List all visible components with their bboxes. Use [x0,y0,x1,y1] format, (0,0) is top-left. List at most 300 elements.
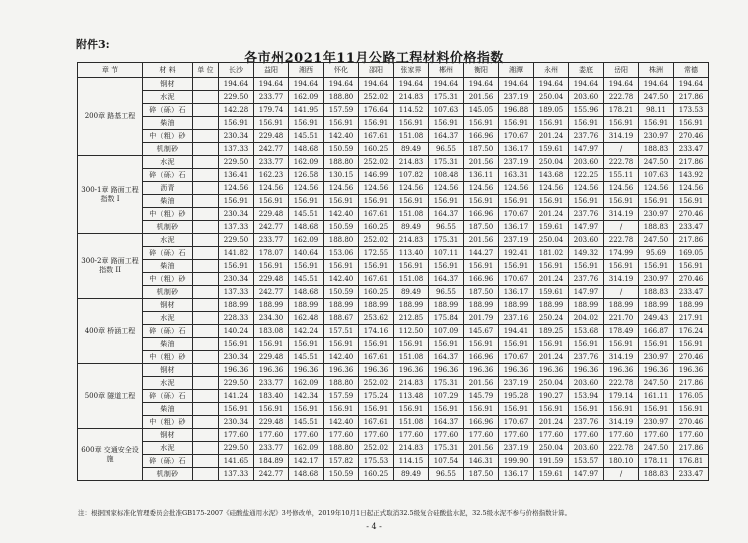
value-cell: 159.61 [534,143,569,156]
value-cell: 188.83 [639,468,674,481]
value-cell: 145.51 [289,130,324,143]
value-cell: 108.48 [429,169,464,182]
value-cell: 196.36 [359,364,394,377]
value-cell: 222.78 [604,377,639,390]
value-cell: 162.09 [289,377,324,390]
value-cell: 173.53 [674,104,709,117]
value-cell: 221.70 [604,312,639,325]
value-cell: 114.52 [394,104,429,117]
value-cell: 183.08 [254,325,289,338]
value-cell: 314.19 [604,208,639,221]
value-cell: 157.51 [324,325,359,338]
value-cell: 178.11 [639,455,674,468]
unit-cell [193,78,219,91]
material-cell: 中（粗）砂 [143,273,193,286]
table-header-row [78,63,709,78]
value-cell: 156.91 [674,403,709,416]
value-cell: 151.08 [394,416,429,429]
value-cell: 137.33 [219,143,254,156]
value-cell: 156.91 [429,403,464,416]
value-cell: 145.51 [289,351,324,364]
unit-cell [193,234,219,247]
value-cell: 147.97 [569,143,604,156]
value-cell: 156.91 [464,403,499,416]
value-cell: 156.91 [324,338,359,351]
value-cell: 180.10 [604,455,639,468]
value-cell: 147.97 [569,221,604,234]
chapter-cell: 400章 桥涵工程 [78,299,143,364]
value-cell: 95.69 [639,247,674,260]
unit-cell [193,312,219,325]
value-cell: 156.91 [359,403,394,416]
value-cell: 156.91 [464,338,499,351]
value-cell: 156.91 [429,195,464,208]
value-cell: 156.91 [604,403,639,416]
value-cell: 229.50 [219,156,254,169]
value-cell: 153.68 [569,325,604,338]
value-cell: 124.56 [464,182,499,195]
value-cell: 201.56 [464,156,499,169]
value-cell: 201.24 [534,351,569,364]
value-cell: 314.19 [604,416,639,429]
value-cell: 96.55 [429,221,464,234]
value-cell: 181.02 [534,247,569,260]
footnote: 注：根据国家标准化管理委员会批准GB175-2007《硅酸盐通用水泥》3号修改单，2019年10月1日起正式取消32.5级复合硅酸盐水泥，32.5级水泥不参与价格指数计算。 [78,509,572,517]
value-cell: 162.23 [254,169,289,182]
value-cell: 126.58 [289,169,324,182]
value-cell: 167.61 [359,416,394,429]
value-cell: 156.91 [359,117,394,130]
value-cell: 233.47 [674,221,709,234]
value-cell: 157.59 [324,104,359,117]
value-cell: 196.36 [534,364,569,377]
table-row [78,195,709,208]
value-cell: 146.31 [464,455,499,468]
value-cell: 89.49 [394,143,429,156]
value-cell: 196.36 [254,364,289,377]
header-city: 湘西 [289,63,324,78]
value-cell: 177.60 [674,429,709,442]
header-city: 娄底 [569,63,604,78]
value-cell: 194.64 [359,78,394,91]
value-cell: 233.77 [254,442,289,455]
table-row [78,91,709,104]
value-cell: 196.36 [674,364,709,377]
unit-cell [193,403,219,416]
header-chapter: 章 节 [78,63,143,78]
value-cell: 137.33 [219,468,254,481]
value-cell: 188.67 [324,312,359,325]
value-cell: 142.40 [324,130,359,143]
value-cell: 160.25 [359,468,394,481]
table-row [78,286,709,299]
value-cell: 194.64 [604,78,639,91]
chapter-cell: 300-2章 路面工程指数 II [78,234,143,299]
page-number: - 4 - [366,522,382,531]
value-cell: 155.96 [569,104,604,117]
value-cell: 89.49 [394,221,429,234]
value-cell: 249.43 [639,312,674,325]
value-cell: 145.67 [464,325,499,338]
unit-cell [193,91,219,104]
value-cell: 141.95 [289,104,324,117]
value-cell: 177.60 [254,429,289,442]
value-cell: 237.19 [499,91,534,104]
value-cell: 155.11 [604,169,639,182]
value-cell: 156.91 [324,260,359,273]
value-cell: 167.61 [359,130,394,143]
value-cell: 194.64 [219,78,254,91]
value-cell: 242.77 [254,286,289,299]
header-material: 材 料 [143,63,193,78]
material-cell: 碎（砾）石 [143,455,193,468]
header-city: 长沙 [219,63,254,78]
value-cell: 162.09 [289,234,324,247]
value-cell: 196.36 [289,364,324,377]
value-cell: 156.91 [534,338,569,351]
value-cell: 164.37 [429,208,464,221]
value-cell: 166.96 [464,416,499,429]
header-city: 张家界 [394,63,429,78]
value-cell: 237.76 [569,273,604,286]
unit-cell [193,182,219,195]
value-cell: 151.08 [394,208,429,221]
value-cell: 201.56 [464,442,499,455]
value-cell: 233.47 [674,143,709,156]
value-cell: 140.64 [289,247,324,260]
value-cell: 160.25 [359,143,394,156]
unit-cell [193,260,219,273]
value-cell: 229.48 [254,130,289,143]
value-cell: 203.60 [569,234,604,247]
table-row [78,260,709,273]
value-cell: 237.19 [499,377,534,390]
table-row [78,455,709,468]
value-cell: 230.34 [219,130,254,143]
value-cell: 230.34 [219,208,254,221]
value-cell: 217.86 [674,442,709,455]
value-cell: 188.99 [534,299,569,312]
table-row [78,299,709,312]
value-cell: 229.50 [219,91,254,104]
value-cell: 188.99 [499,299,534,312]
value-cell: 124.56 [219,182,254,195]
unit-cell [193,364,219,377]
value-cell: 156.91 [429,260,464,273]
value-cell: 191.59 [534,455,569,468]
value-cell: 156.91 [394,260,429,273]
table-row [78,234,709,247]
value-cell: 112.50 [394,325,429,338]
value-cell: 176.05 [674,390,709,403]
value-cell: 214.83 [394,91,429,104]
value-cell: 156.91 [394,338,429,351]
table-row [78,221,709,234]
value-cell: 98.11 [639,104,674,117]
table-row [78,208,709,221]
unit-cell [193,273,219,286]
value-cell: 124.56 [359,182,394,195]
value-cell: 136.17 [499,286,534,299]
value-cell: 142.40 [324,416,359,429]
value-cell: 156.91 [254,338,289,351]
value-cell: 175.53 [359,455,394,468]
value-cell: / [604,143,639,156]
material-cell: 机制砂 [143,286,193,299]
value-cell: 150.59 [324,143,359,156]
material-cell: 水泥 [143,442,193,455]
value-cell: 170.67 [499,208,534,221]
value-cell: 188.99 [254,299,289,312]
value-cell: 107.09 [429,325,464,338]
value-cell: 156.91 [639,117,674,130]
table-row [78,390,709,403]
value-cell: 156.91 [534,260,569,273]
value-cell: 148.68 [289,468,324,481]
value-cell: 156.91 [604,260,639,273]
value-cell: 153.94 [569,390,604,403]
value-cell: 201.56 [464,91,499,104]
value-cell: 187.50 [464,143,499,156]
value-cell: 178.49 [604,325,639,338]
unit-cell [193,468,219,481]
attachment-label: 附件3: [76,38,110,51]
value-cell: 237.76 [569,351,604,364]
header-city: 岳阳 [604,63,639,78]
value-cell: 199.90 [499,455,534,468]
unit-cell [193,377,219,390]
value-cell: 156.91 [604,338,639,351]
header-city: 郴州 [429,63,464,78]
value-cell: 156.91 [639,338,674,351]
value-cell: 230.97 [639,273,674,286]
material-cell: 水泥 [143,91,193,104]
value-cell: 162.48 [289,312,324,325]
value-cell: 250.04 [534,377,569,390]
value-cell: 124.56 [429,182,464,195]
value-cell: 156.91 [639,403,674,416]
value-cell: 229.48 [254,351,289,364]
value-cell: 229.50 [219,442,254,455]
value-cell: 204.02 [569,312,604,325]
value-cell: 156.91 [499,338,534,351]
value-cell: 156.91 [219,195,254,208]
value-cell: 136.17 [499,221,534,234]
value-cell: 196.36 [324,364,359,377]
unit-cell [193,455,219,468]
header-city: 益阳 [254,63,289,78]
value-cell: 124.56 [569,182,604,195]
value-cell: 114.15 [394,455,429,468]
price-index-table [77,62,709,481]
value-cell: 247.50 [639,377,674,390]
value-cell: 237.76 [569,416,604,429]
value-cell: 130.15 [324,169,359,182]
header-city: 永州 [534,63,569,78]
value-cell: 164.37 [429,416,464,429]
value-cell: 229.48 [254,208,289,221]
value-cell: 175.31 [429,442,464,455]
value-cell: 136.41 [219,169,254,182]
value-cell: 188.99 [464,299,499,312]
value-cell: 178.07 [254,247,289,260]
table-row [78,377,709,390]
value-cell: 250.04 [534,91,569,104]
value-cell: 145.51 [289,208,324,221]
material-cell: 中（粗）砂 [143,130,193,143]
material-cell: 碎（砾）石 [143,325,193,338]
unit-cell [193,221,219,234]
value-cell: 175.31 [429,91,464,104]
value-cell: 156.91 [324,195,359,208]
value-cell: 188.83 [639,286,674,299]
value-cell: 156.91 [674,338,709,351]
value-cell: 159.61 [534,468,569,481]
value-cell: 156.91 [499,260,534,273]
table-row [78,416,709,429]
value-cell: 170.67 [499,130,534,143]
value-cell: 156.91 [254,117,289,130]
value-cell: 156.91 [499,403,534,416]
value-cell: 151.08 [394,130,429,143]
value-cell: 234.30 [254,312,289,325]
material-cell: 柴油 [143,117,193,130]
header-city: 邵阳 [359,63,394,78]
material-cell: 中（粗）砂 [143,208,193,221]
value-cell: 176.24 [674,325,709,338]
value-cell: 196.36 [429,364,464,377]
value-cell: 188.99 [359,299,394,312]
value-cell: 145.51 [289,416,324,429]
value-cell: 214.83 [394,156,429,169]
material-cell: 中（粗）砂 [143,351,193,364]
value-cell: 122.25 [569,169,604,182]
value-cell: 170.67 [499,351,534,364]
value-cell: 188.80 [324,377,359,390]
value-cell: 217.86 [674,91,709,104]
table-row [78,325,709,338]
value-cell: 156.91 [289,260,324,273]
value-cell: 250.04 [534,156,569,169]
value-cell: 177.60 [639,429,674,442]
table-row [78,364,709,377]
value-cell: 162.09 [289,91,324,104]
value-cell: 174.16 [359,325,394,338]
value-cell: 189.05 [534,104,569,117]
value-cell: 156.91 [569,403,604,416]
value-cell: 136.17 [499,143,534,156]
value-cell: 174.99 [604,247,639,260]
value-cell: 156.91 [499,195,534,208]
header-city: 湘潭 [499,63,534,78]
material-cell: 水泥 [143,156,193,169]
value-cell: 188.80 [324,234,359,247]
value-cell: 124.56 [394,182,429,195]
value-cell: 187.50 [464,221,499,234]
value-cell: 270.46 [674,416,709,429]
value-cell: 233.77 [254,377,289,390]
unit-cell [193,416,219,429]
value-cell: 188.99 [639,299,674,312]
value-cell: 124.56 [499,182,534,195]
unit-cell [193,117,219,130]
value-cell: 201.24 [534,416,569,429]
value-cell: 201.56 [464,377,499,390]
value-cell: 201.56 [464,234,499,247]
material-cell: 碎（砾）石 [143,247,193,260]
value-cell: 156.91 [429,338,464,351]
value-cell: 196.36 [464,364,499,377]
value-cell: 242.77 [254,221,289,234]
value-cell: 222.78 [604,156,639,169]
value-cell: 156.91 [639,195,674,208]
value-cell: 141.82 [219,247,254,260]
unit-cell [193,390,219,403]
value-cell: 156.91 [464,117,499,130]
value-cell: 252.02 [359,377,394,390]
value-cell: 140.24 [219,325,254,338]
table-row [78,403,709,416]
value-cell: 250.04 [534,234,569,247]
value-cell: 156.91 [324,117,359,130]
table-row [78,442,709,455]
value-cell: 166.96 [464,208,499,221]
value-cell: 124.56 [604,182,639,195]
value-cell: 151.08 [394,351,429,364]
value-cell: 124.56 [254,182,289,195]
value-cell: 156.91 [534,403,569,416]
value-cell: 156.91 [639,260,674,273]
material-cell: 柴油 [143,403,193,416]
value-cell: 187.50 [464,468,499,481]
value-cell: 184.89 [254,455,289,468]
unit-cell [193,442,219,455]
value-cell: 124.56 [674,182,709,195]
value-cell: 242.77 [254,468,289,481]
value-cell: 149.32 [569,247,604,260]
value-cell: 156.91 [464,195,499,208]
value-cell: 141.65 [219,455,254,468]
value-cell: 196.88 [499,104,534,117]
value-cell: 156.91 [429,117,464,130]
value-cell: 229.50 [219,234,254,247]
material-cell: 钢材 [143,78,193,91]
material-cell: 水泥 [143,234,193,247]
page-title: 各市州2021年11月公路工程材料价格指数 [244,51,504,66]
value-cell: 194.64 [534,78,569,91]
value-cell: 233.77 [254,91,289,104]
value-cell: 177.60 [464,429,499,442]
material-cell: 柴油 [143,195,193,208]
value-cell: 230.97 [639,130,674,143]
value-cell: 156.91 [219,117,254,130]
value-cell: 175.31 [429,377,464,390]
value-cell: 143.92 [674,169,709,182]
value-cell: 189.25 [534,325,569,338]
value-cell: 143.68 [534,169,569,182]
value-cell: 96.55 [429,143,464,156]
unit-cell [193,299,219,312]
table-row [78,273,709,286]
value-cell: 203.60 [569,91,604,104]
value-cell: 166.96 [464,351,499,364]
value-cell: 145.05 [464,104,499,117]
value-cell: 183.40 [254,390,289,403]
value-cell: 203.60 [569,377,604,390]
value-cell: 196.36 [394,364,429,377]
value-cell: 148.68 [289,143,324,156]
value-cell: 170.67 [499,416,534,429]
